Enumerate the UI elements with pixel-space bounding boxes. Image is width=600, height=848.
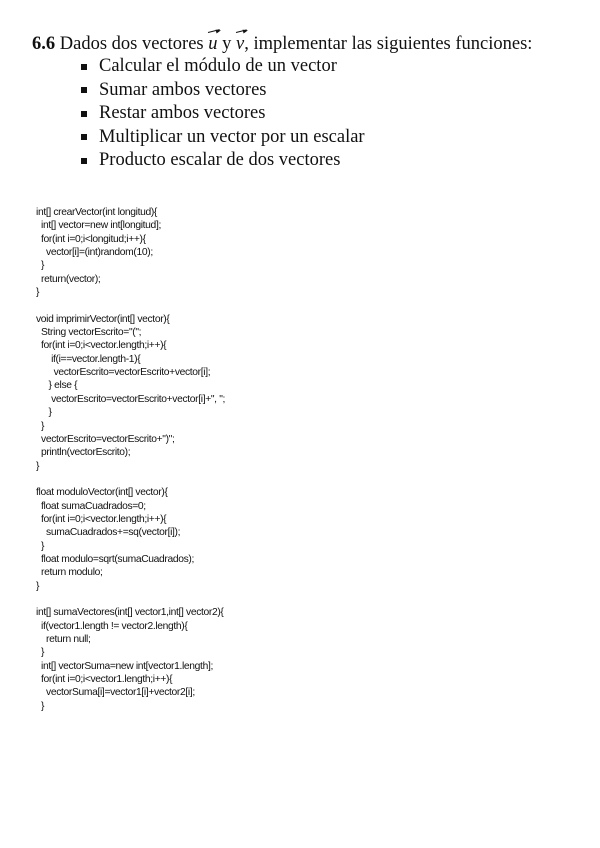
code-line: vectorEscrito=vectorEscrito+vector[i]+", "; (36, 393, 226, 405)
code-line: for(int i=0;i<vector1.length;i++){ (36, 674, 173, 686)
code-line: } (36, 260, 45, 272)
task-list-item (76, 55, 365, 79)
code-line: return(vector); (36, 273, 101, 285)
exercise-conjunction: y (222, 34, 232, 54)
task-list-item (76, 79, 365, 103)
code-line: } else { (36, 380, 78, 392)
vector-v-symbol: v (236, 30, 244, 55)
task-text: Producto escalar de dos vectores (99, 150, 341, 170)
code-line: if(vector1.length != vector2.length){ (36, 620, 188, 632)
code-line: vectorSuma[i]=vector1[i]+vector2[i]; (36, 687, 195, 699)
exercise-heading (32, 30, 532, 55)
code-line (36, 473, 225, 486)
code-line: if(i==vector.length-1){ (36, 353, 141, 365)
code-listing (36, 206, 225, 713)
task-text: Calcular el módulo de un vector (99, 56, 337, 76)
code-line: void imprimirVector(int[] vector){ (36, 313, 170, 325)
square-bullet-icon (81, 111, 87, 117)
code-line: } (36, 287, 40, 299)
code-line: println(vectorEscrito); (36, 447, 131, 459)
square-bullet-icon (81, 87, 87, 93)
square-bullet-icon (81, 158, 87, 164)
code-line: } (36, 460, 40, 472)
code-line: int[] crearVector(int longitud){ (36, 207, 158, 218)
code-line (36, 593, 225, 606)
code-line: String vectorEscrito="("; (36, 327, 142, 339)
code-line: } (36, 647, 45, 659)
code-line: sumaCuadrados+=sq(vector[i]); (36, 527, 181, 539)
exercise-instruction-text: , implementar las siguientes funciones: (244, 34, 533, 54)
task-list-item (76, 149, 365, 173)
square-bullet-icon (81, 64, 87, 70)
task-list-item (76, 102, 365, 126)
task-text: Multiplicar un vector por un escalar (99, 126, 365, 147)
code-line: for(int i=0;i<vector.length;i++){ (36, 340, 167, 352)
task-text: Sumar ambos vectores (99, 79, 267, 100)
square-bullet-icon (81, 134, 87, 140)
code-line: } (36, 580, 40, 592)
code-line: for(int i=0;i<longitud;i++){ (36, 233, 146, 245)
code-line: vector[i]=(int)random(10); (36, 247, 153, 259)
code-line: } (36, 407, 52, 419)
vector-u-symbol: u (208, 30, 217, 55)
code-line: float moduloVector(int[] vector){ (36, 487, 168, 499)
code-line: float modulo=sqrt(sumaCuadrados); (36, 553, 195, 565)
code-line (36, 299, 225, 312)
code-line: } (36, 420, 45, 432)
code-line: vectorEscrito=vectorEscrito+")"; (36, 433, 175, 445)
code-line: int[] vectorSuma=new int[vector1.length]; (36, 660, 213, 672)
code-line: } (36, 540, 45, 552)
task-text: Restar ambos vectores (99, 103, 266, 123)
task-list (76, 55, 365, 173)
code-line: int[] vector=new int[longitud]; (36, 220, 161, 232)
task-list-item (76, 126, 365, 150)
code-line: } (36, 700, 45, 712)
exercise-number: 6.6 (32, 34, 56, 54)
code-line: vectorEscrito=vectorEscrito+vector[i]; (36, 367, 211, 379)
code-line: return null; (36, 634, 91, 645)
code-line: int[] sumaVectores(int[] vector1,int[] vector2){ (36, 607, 224, 619)
code-line: for(int i=0;i<vector.length;i++){ (36, 513, 167, 525)
code-line: return modulo; (36, 567, 103, 579)
exercise-intro-text: Dados dos vectores (59, 34, 204, 54)
code-line: float sumaCuadrados=0; (36, 500, 146, 512)
